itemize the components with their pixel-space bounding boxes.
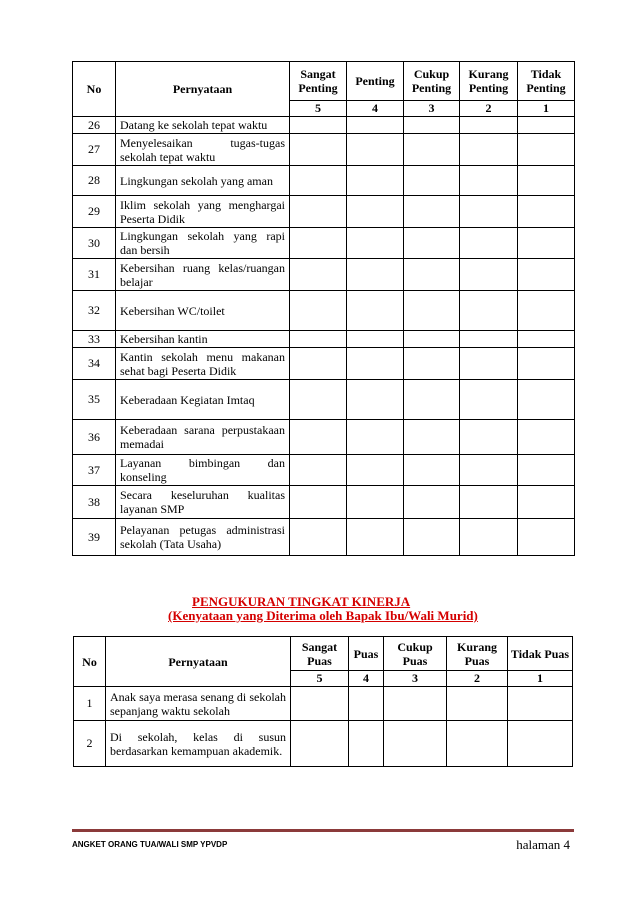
row-number: 28 bbox=[73, 166, 116, 196]
table-row bbox=[73, 519, 575, 556]
rating-cell-3[interactable] bbox=[404, 420, 460, 455]
statement-text: Layanan bimbingan dan konseling bbox=[116, 455, 290, 486]
row-number: 34 bbox=[73, 348, 116, 380]
rating-cell-1[interactable] bbox=[518, 519, 575, 556]
rating-cell-5[interactable] bbox=[290, 291, 347, 331]
rating-cell-1[interactable] bbox=[518, 455, 575, 486]
statement-text: Di sekolah, kelas di susun berdasarkan kemampuan akademik. bbox=[106, 721, 291, 767]
page-number: halaman 4 bbox=[516, 837, 570, 852]
table-row bbox=[73, 455, 575, 486]
rating-cell-2[interactable] bbox=[460, 519, 518, 556]
rating-cell-2[interactable] bbox=[460, 117, 518, 134]
rating-cell-2[interactable] bbox=[460, 134, 518, 166]
rating-cell-2[interactable] bbox=[460, 348, 518, 380]
header-scale-4: Puas bbox=[349, 637, 384, 671]
rating-cell-5[interactable] bbox=[290, 380, 347, 420]
row-number: 2 bbox=[74, 721, 106, 767]
statement-text: Kebersihan ruang kelas/ruangan belajar bbox=[116, 259, 290, 291]
rating-cell-3[interactable] bbox=[404, 380, 460, 420]
rating-cell-1[interactable] bbox=[518, 134, 575, 166]
header-scale-1: Tidak Puas bbox=[508, 637, 573, 671]
table-row bbox=[73, 196, 575, 228]
rating-cell-4[interactable] bbox=[349, 687, 384, 721]
rating-cell-3[interactable] bbox=[404, 519, 460, 556]
importance-table bbox=[72, 61, 575, 556]
score-2: 2 bbox=[460, 101, 518, 117]
rating-cell-3[interactable] bbox=[404, 291, 460, 331]
rating-cell-1[interactable] bbox=[518, 348, 575, 380]
rating-cell-3[interactable] bbox=[404, 134, 460, 166]
table-row bbox=[73, 117, 575, 134]
row-number: 33 bbox=[73, 331, 116, 348]
rating-cell-5[interactable] bbox=[290, 228, 347, 259]
rating-cell-1[interactable] bbox=[508, 687, 573, 721]
header-statement: Pernyataan bbox=[116, 62, 290, 117]
rating-cell-4[interactable] bbox=[347, 455, 404, 486]
table-row bbox=[74, 687, 573, 721]
section-subtitle: (Kenyataan yang Diterima oleh Bapak Ibu/Wali Murid) bbox=[168, 608, 478, 623]
rating-cell-1[interactable] bbox=[518, 228, 575, 259]
rating-cell-4[interactable] bbox=[347, 348, 404, 380]
header-scale-5: Sangat Puas bbox=[291, 637, 349, 671]
rating-cell-4[interactable] bbox=[349, 721, 384, 767]
statement-text: Secara keseluruhan kualitas layanan SMP bbox=[116, 486, 290, 519]
rating-cell-4[interactable] bbox=[347, 166, 404, 196]
rating-cell-5[interactable] bbox=[290, 348, 347, 380]
rating-cell-4[interactable] bbox=[347, 486, 404, 519]
rating-cell-4[interactable] bbox=[347, 259, 404, 291]
rating-cell-1[interactable] bbox=[518, 196, 575, 228]
section-title: PENGUKURAN TINGKAT KINERJA bbox=[192, 594, 411, 609]
header-no: No bbox=[73, 62, 116, 117]
rating-cell-3[interactable] bbox=[404, 455, 460, 486]
rating-cell-2[interactable] bbox=[460, 166, 518, 196]
statement-text: Datang ke sekolah tepat waktu bbox=[116, 117, 290, 134]
rating-cell-2[interactable] bbox=[460, 331, 518, 348]
rating-cell-5[interactable] bbox=[290, 196, 347, 228]
score-3: 3 bbox=[404, 101, 460, 117]
table-row bbox=[73, 380, 575, 420]
table-row bbox=[73, 420, 575, 455]
rating-cell-5[interactable] bbox=[290, 166, 347, 196]
rating-cell-1[interactable] bbox=[518, 486, 575, 519]
row-number: 30 bbox=[73, 228, 116, 259]
rating-cell-4[interactable] bbox=[347, 117, 404, 134]
table-row bbox=[73, 331, 575, 348]
rating-cell-1[interactable] bbox=[518, 259, 575, 291]
score-5: 5 bbox=[290, 101, 347, 117]
rating-cell-3[interactable] bbox=[404, 166, 460, 196]
rating-cell-5[interactable] bbox=[290, 420, 347, 455]
score-2: 2 bbox=[447, 671, 508, 687]
rating-cell-5[interactable] bbox=[290, 486, 347, 519]
rating-cell-3[interactable] bbox=[404, 117, 460, 134]
rating-cell-2[interactable] bbox=[460, 380, 518, 420]
rating-cell-5[interactable] bbox=[290, 134, 347, 166]
header-no: No bbox=[74, 637, 106, 687]
table-row bbox=[73, 259, 575, 291]
header-scale-5: Sangat Penting bbox=[290, 62, 347, 101]
rating-cell-2[interactable] bbox=[460, 291, 518, 331]
table-row bbox=[73, 166, 575, 196]
statement-text: Menyelesaikan tugas-tugas sekolah tepat waktu bbox=[116, 134, 290, 166]
footer-divider bbox=[72, 829, 574, 832]
satisfaction-table bbox=[73, 636, 573, 767]
rating-cell-2[interactable] bbox=[460, 259, 518, 291]
rating-cell-2[interactable] bbox=[460, 228, 518, 259]
row-number: 32 bbox=[73, 291, 116, 331]
rating-cell-3[interactable] bbox=[404, 259, 460, 291]
statement-text: Anak saya merasa senang di sekolah sepanjang waktu sekolah bbox=[106, 687, 291, 721]
score-3: 3 bbox=[384, 671, 447, 687]
rating-cell-3[interactable] bbox=[404, 331, 460, 348]
table-row bbox=[73, 134, 575, 166]
header-scale-3: Cukup Penting bbox=[404, 62, 460, 101]
rating-cell-5[interactable] bbox=[290, 519, 347, 556]
rating-cell-2[interactable] bbox=[447, 721, 508, 767]
rating-cell-5[interactable] bbox=[290, 259, 347, 291]
rating-cell-3[interactable] bbox=[404, 228, 460, 259]
statement-text: Kebersihan kantin bbox=[116, 331, 290, 348]
rating-cell-1[interactable] bbox=[518, 420, 575, 455]
rating-cell-5[interactable] bbox=[290, 331, 347, 348]
table-row bbox=[73, 348, 575, 380]
rating-cell-3[interactable] bbox=[404, 348, 460, 380]
row-number: 37 bbox=[73, 455, 116, 486]
rating-cell-1[interactable] bbox=[518, 331, 575, 348]
statement-text: Pelayanan petugas administrasi sekolah (Tata Usaha) bbox=[116, 519, 290, 556]
row-number: 1 bbox=[74, 687, 106, 721]
rating-cell-1[interactable] bbox=[508, 721, 573, 767]
rating-cell-4[interactable] bbox=[347, 380, 404, 420]
score-1: 1 bbox=[508, 671, 573, 687]
statement-text: Lingkungan sekolah yang rapi dan bersih bbox=[116, 228, 290, 259]
table-row bbox=[73, 228, 575, 259]
rating-cell-1[interactable] bbox=[518, 117, 575, 134]
statement-text: Keberadaan sarana perpustakaan memadai bbox=[116, 420, 290, 455]
row-number: 38 bbox=[73, 486, 116, 519]
rating-cell-4[interactable] bbox=[347, 331, 404, 348]
rating-cell-2[interactable] bbox=[447, 687, 508, 721]
rating-cell-3[interactable] bbox=[384, 721, 447, 767]
rating-cell-4[interactable] bbox=[347, 196, 404, 228]
row-number: 26 bbox=[73, 117, 116, 134]
header-scale-2: Kurang Puas bbox=[447, 637, 508, 671]
table-row bbox=[74, 721, 573, 767]
statement-text: Kantin sekolah menu makanan sehat bagi Peserta Didik bbox=[116, 348, 290, 380]
rating-cell-2[interactable] bbox=[460, 196, 518, 228]
rating-cell-1[interactable] bbox=[518, 380, 575, 420]
row-number: 39 bbox=[73, 519, 116, 556]
row-number: 31 bbox=[73, 259, 116, 291]
statement-text: Iklim sekolah yang menghargai Peserta Didik bbox=[116, 196, 290, 228]
score-5: 5 bbox=[291, 671, 349, 687]
statement-text: Kebersihan WC/toilet bbox=[116, 291, 290, 331]
row-number: 35 bbox=[73, 380, 116, 420]
rating-cell-5[interactable] bbox=[290, 455, 347, 486]
rating-cell-2[interactable] bbox=[460, 420, 518, 455]
row-number: 27 bbox=[73, 134, 116, 166]
rating-cell-5[interactable] bbox=[291, 687, 349, 721]
header-scale-1: Tidak Penting bbox=[518, 62, 575, 101]
score-4: 4 bbox=[347, 101, 404, 117]
rating-cell-2[interactable] bbox=[460, 486, 518, 519]
statement-text: Lingkungan sekolah yang aman bbox=[116, 166, 290, 196]
header-scale-3: Cukup Puas bbox=[384, 637, 447, 671]
rating-cell-4[interactable] bbox=[347, 420, 404, 455]
score-1: 1 bbox=[518, 101, 575, 117]
rating-cell-4[interactable] bbox=[347, 291, 404, 331]
rating-cell-3[interactable] bbox=[404, 196, 460, 228]
rating-cell-5[interactable] bbox=[291, 721, 349, 767]
statement-text: Keberadaan Kegiatan Imtaq bbox=[116, 380, 290, 420]
header-statement: Pernyataan bbox=[106, 637, 291, 687]
rating-cell-4[interactable] bbox=[347, 134, 404, 166]
row-number: 36 bbox=[73, 420, 116, 455]
footer-title: ANGKET ORANG TUA/WALI SMP YPVDP bbox=[72, 840, 228, 849]
row-number: 29 bbox=[73, 196, 116, 228]
rating-cell-2[interactable] bbox=[460, 455, 518, 486]
header-scale-4: Penting bbox=[347, 62, 404, 101]
rating-cell-3[interactable] bbox=[404, 486, 460, 519]
rating-cell-4[interactable] bbox=[347, 228, 404, 259]
header-scale-2: Kurang Penting bbox=[460, 62, 518, 101]
rating-cell-1[interactable] bbox=[518, 291, 575, 331]
table-row bbox=[73, 486, 575, 519]
rating-cell-1[interactable] bbox=[518, 166, 575, 196]
rating-cell-3[interactable] bbox=[384, 687, 447, 721]
table-row bbox=[73, 291, 575, 331]
score-4: 4 bbox=[349, 671, 384, 687]
rating-cell-5[interactable] bbox=[290, 117, 347, 134]
rating-cell-4[interactable] bbox=[347, 519, 404, 556]
